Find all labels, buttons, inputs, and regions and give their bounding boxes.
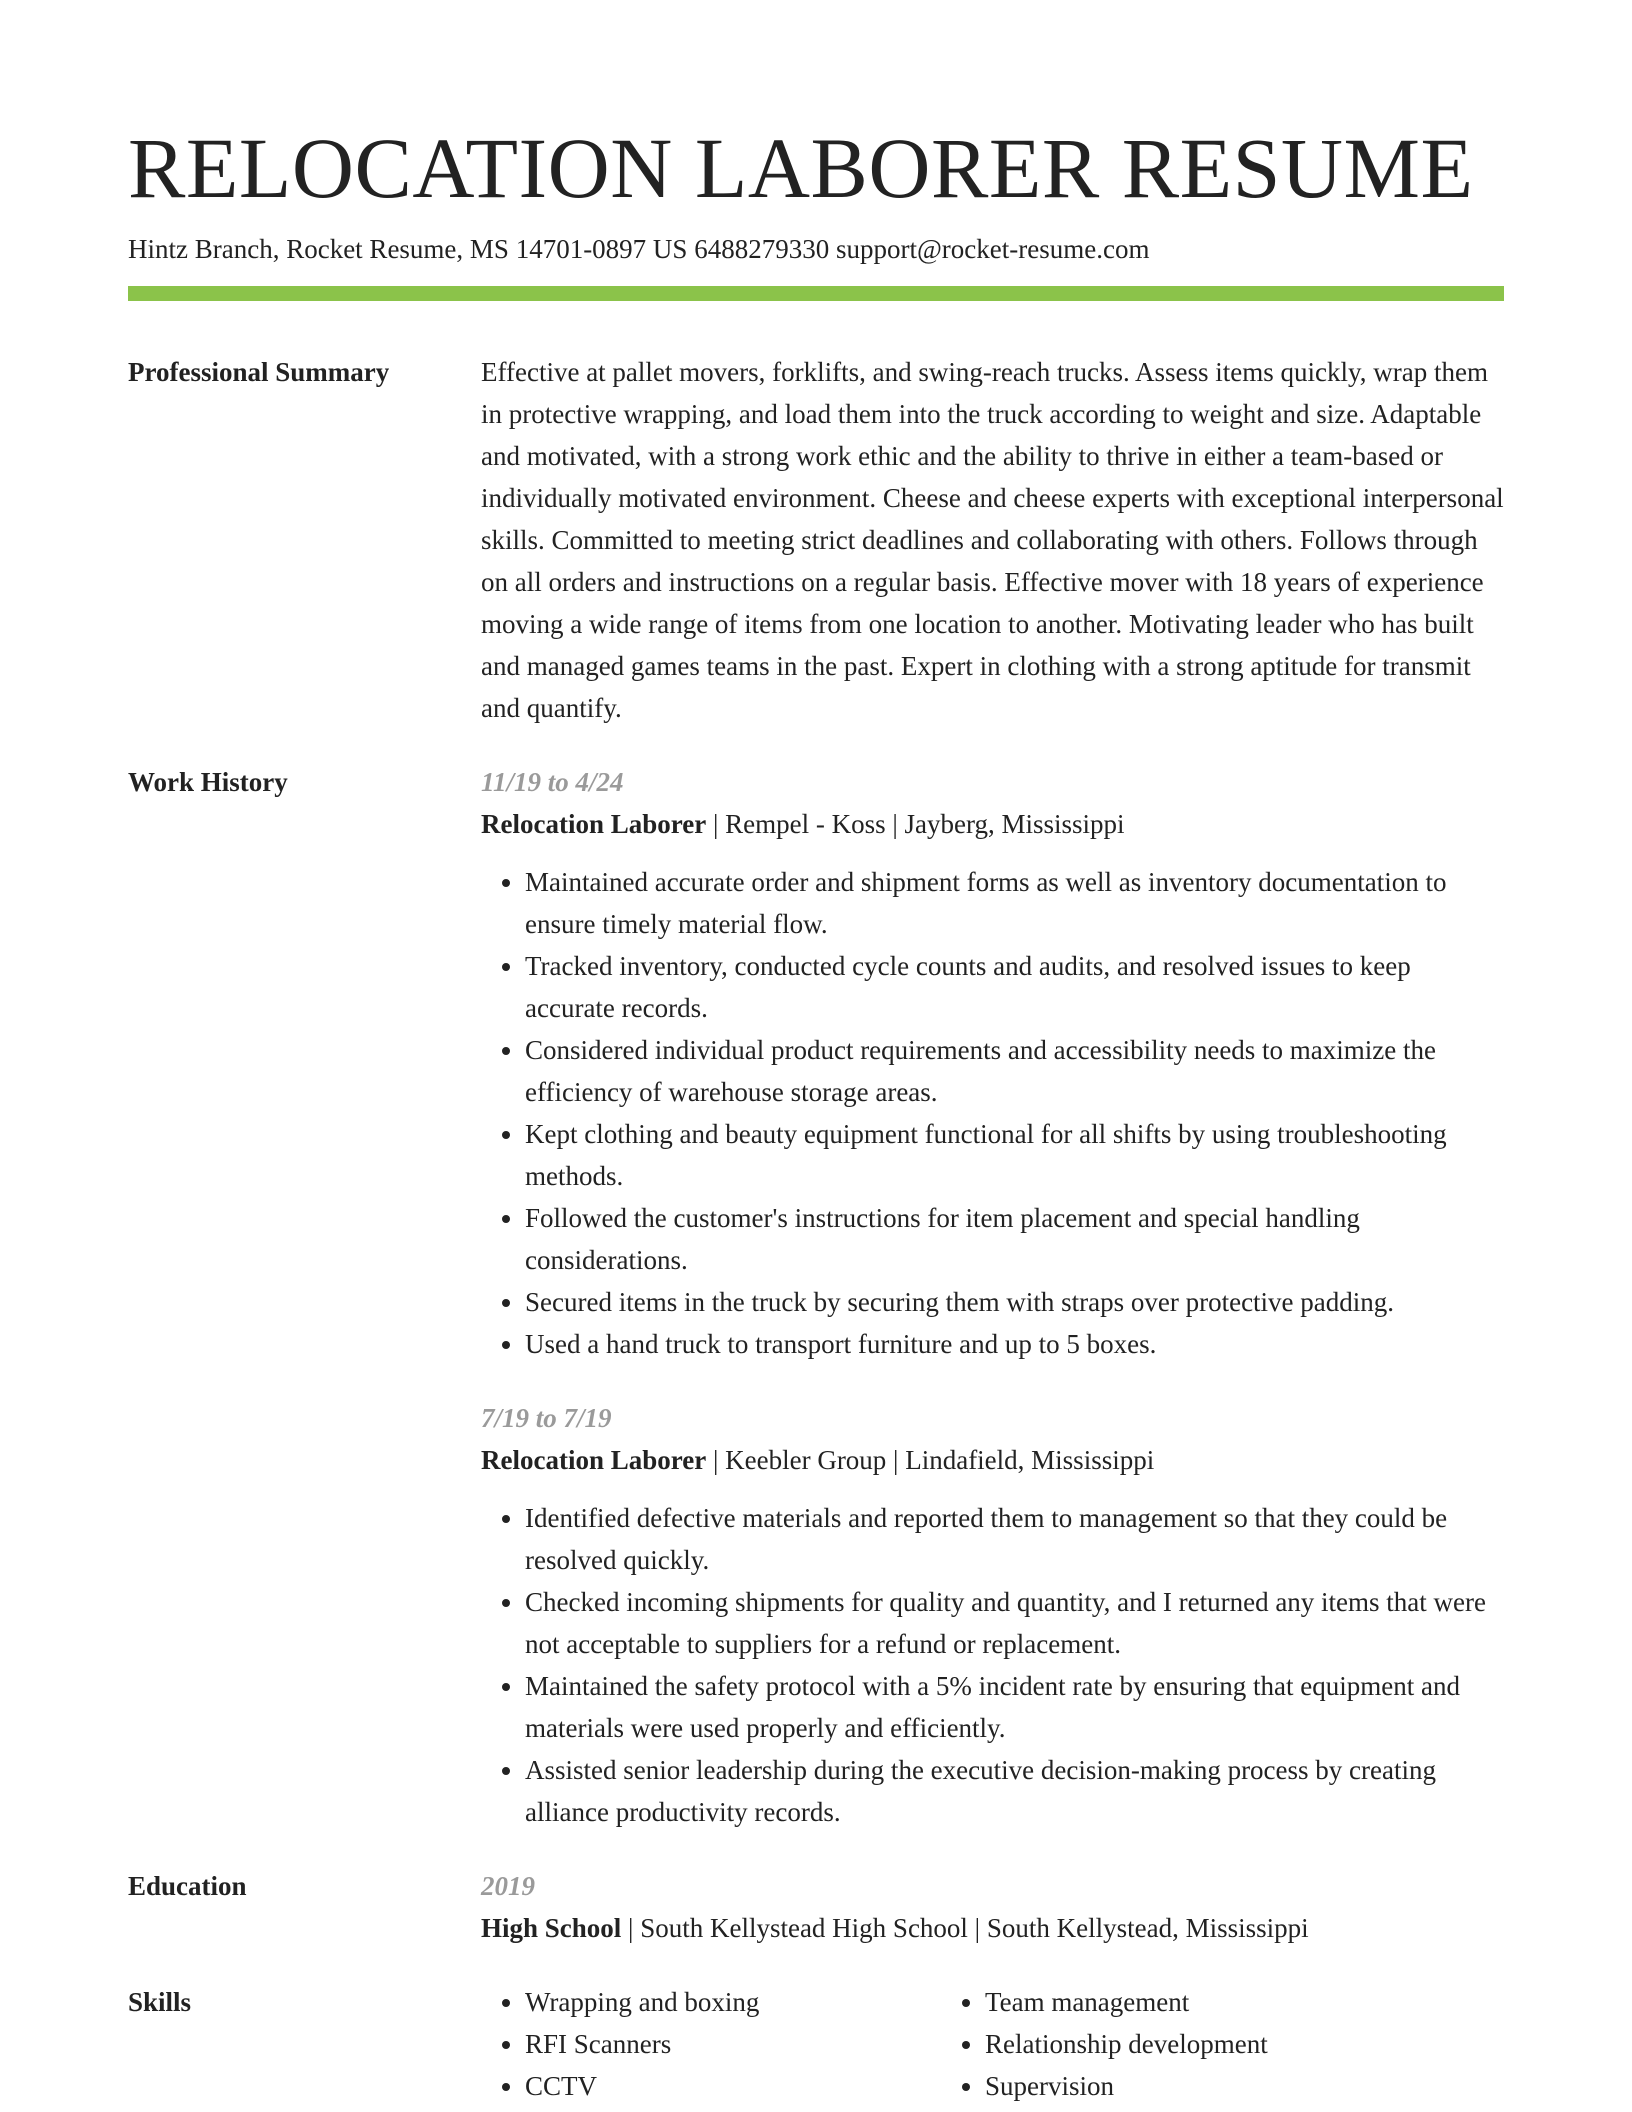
job-bullets [481,861,1504,1365]
skills-grid [481,1981,1504,2107]
job-details: | Keebler Group | Lindafield, Mississippi [706,1445,1155,1475]
skill-item: • RFI Scanners [525,2023,941,2065]
job-bullet: • Kept clothing and beauty equipment functional for all shifts by using troubleshooting methods. [525,1113,1504,1197]
education-line [481,1907,1504,1949]
job-bullet: • Maintained the safety protocol with a 5% incident rate by ensuring that equipment and materials were used properly and efficiently. [525,1665,1504,1749]
job-dates: 7/19 to 7/19 [481,1403,612,1433]
education-label: Education [128,1871,247,1901]
summary-section [128,351,1504,729]
education-body [481,1865,1504,1949]
skill-item: • Wrapping and boxing [525,1981,941,2023]
skills-label: Skills [128,1987,192,2017]
summary-body [481,351,1504,729]
education-year: 2019 [481,1871,535,1901]
header-divider [128,286,1504,301]
skills-column-left [481,1981,941,2107]
education-section [128,1865,1504,1949]
job-details: | Rempel - Koss | Jayberg, Mississippi [706,809,1125,839]
work-history-section [128,761,1504,1833]
job-bullet: • Checked incoming shipments for quality and quantity, and I returned any items that were not acceptable to suppliers for a refund or replacement. [525,1581,1504,1665]
work-history-label: Work History [128,767,288,797]
education-degree: High School [481,1913,622,1943]
job-bullets [481,1497,1504,1833]
job-bullet: • Followed the customer's instructions for item placement and special handling considerations. [525,1197,1504,1281]
resume-title: RELOCATION LABORER RESUME [128,120,1474,216]
job-bullet: • Tracked inventory, conducted cycle counts and audits, and resolved issues to keep accurate records. [525,945,1504,1029]
education-details: | South Kellystead High School | South Kellystead, Mississippi [621,1913,1309,1943]
job-title: Relocation Laborer [481,1445,707,1475]
summary-label: Professional Summary [128,357,390,387]
job-entry [481,1397,1504,1833]
job-bullet: • Identified defective materials and reported them to management so that they could be resolved quickly. [525,1497,1504,1581]
skill-item: • Supervision [985,2065,1504,2107]
job-bullet: • Assisted senior leadership during the executive decision-making process by creating alliance productivity records. [525,1749,1504,1833]
skills-section [128,1981,1504,2107]
skills-body [481,1981,1504,2107]
summary-text: Effective at pallet movers, forklifts, and swing-reach trucks. Assess items quickly, wrap them in protective wrapping, and load them into the truck according to weight and size. Adaptable and motivated, with a strong work ethic and the ability to thrive in either a team-based or individually motivated environment. Cheese and cheese experts with exceptional interpersonal skills. Committed to meeting strict deadlines and collaborating with others. Follows through on all orders and instructions on a regular basis. Effective mover with 18 years of experience moving a wide range of items from one location to another. Motivating leader who has built and managed games teams in the past. Expert in clothing with a strong aptitude for transmit and quantify. [481,357,1504,723]
job-bullet: • Used a hand truck to transport furniture and up to 5 boxes. [525,1323,1504,1365]
work-history-body [481,761,1504,1833]
job-title: Relocation Laborer [481,809,707,839]
job-role-line [481,1439,1504,1481]
skill-item: • CCTV [525,2065,941,2107]
skill-item: • Team management [985,1981,1504,2023]
job-bullet: • Maintained accurate order and shipment forms as well as inventory documentation to ensure timely material flow. [525,861,1504,945]
skill-item: • Relationship development [985,2023,1504,2065]
contact-line: Hintz Branch, Rocket Resume, MS 14701-0897 US 6488279330 support@rocket-resume.com [128,234,1150,264]
job-dates: 11/19 to 4/24 [481,767,624,797]
job-entry [481,761,1504,1365]
skills-column-right [941,1981,1504,2107]
job-role-line [481,803,1504,845]
job-bullet: • Considered individual product requirements and accessibility needs to maximize the efficiency of warehouse storage areas. [525,1029,1504,1113]
job-bullet: • Secured items in the truck by securing them with straps over protective padding. [525,1281,1504,1323]
